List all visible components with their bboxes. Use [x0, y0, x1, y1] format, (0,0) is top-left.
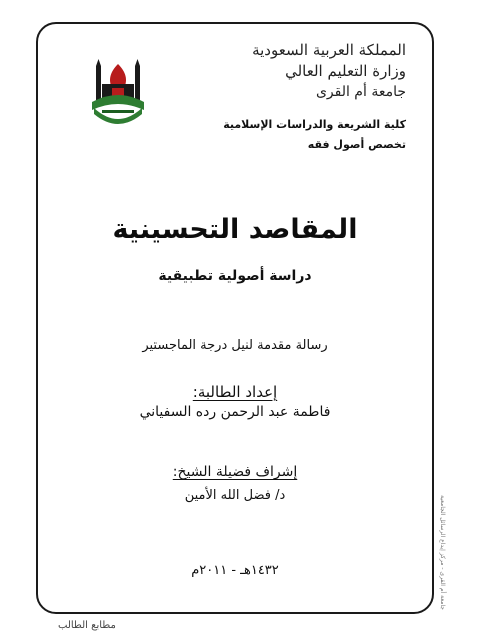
thesis-title: المقاصد التحسينية — [112, 214, 358, 245]
student-name: فاطمة عبد الرحمن رده السفياني — [139, 404, 331, 420]
prepared-by-label-text: إعداد الطالبة: — [192, 383, 278, 401]
header-institution-block — [252, 40, 406, 102]
thesis-subtitle: دراسة أصولية تطبيقية — [158, 268, 312, 284]
supervision-label-text: إشراف فضيلة الشيخ: — [172, 464, 298, 480]
university-name: جامعة أم القرى — [315, 84, 406, 100]
supervisor-name: د/ فضل الله الأمين — [184, 488, 286, 503]
faculty-name: كلية الشريعة والدراسات الإسلامية — [223, 118, 406, 131]
thesis-date: ١٤٣٢هـ - ٢٠١١م — [191, 563, 279, 578]
specialization: تخصص أصول فقه — [307, 138, 406, 151]
ministry-name: وزارة التعليم العالي — [285, 62, 406, 80]
prepared-by-label — [36, 383, 434, 401]
umm-al-qura-university-seal-icon — [88, 58, 148, 124]
supervision-label — [36, 464, 434, 480]
kingdom-name: المملكة العربية السعودية — [252, 41, 406, 59]
thesis-statement: رسالة مقدمة لنيل درجة الماجستير — [142, 338, 328, 353]
side-archive-text: جامعة أم القرى - مركز إيداع الرسائل الجامعية — [439, 495, 446, 610]
footer-printer-mark: مطابع الطالب — [58, 620, 116, 631]
